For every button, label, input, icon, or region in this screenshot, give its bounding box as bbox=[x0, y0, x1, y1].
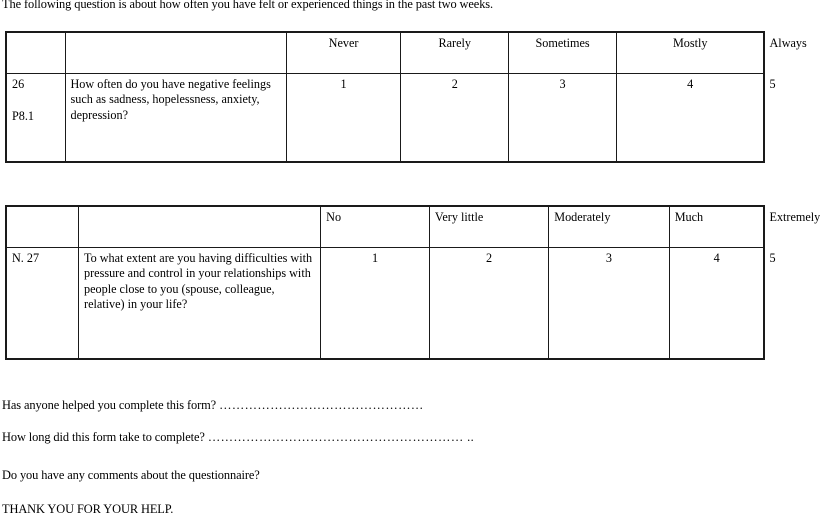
header-id-cell bbox=[6, 32, 65, 74]
header-scale-never: Never bbox=[286, 32, 401, 74]
question-comments: Do you have any comments about the questionnaire? bbox=[2, 468, 260, 482]
question-duration-label: How long did this form take to complete? bbox=[2, 430, 208, 444]
answer-option-3[interactable]: 3 bbox=[549, 248, 669, 360]
question-code: P8.1 bbox=[12, 109, 35, 124]
answer-blank-helped[interactable]: ………………………………………… bbox=[219, 398, 424, 412]
thank-you-message: THANK YOU FOR YOUR HELP. bbox=[2, 502, 174, 516]
question-id-cell bbox=[6, 248, 79, 360]
header-question-cell bbox=[79, 206, 321, 248]
answer-option-2[interactable]: 2 bbox=[429, 248, 548, 360]
header-scale-much: Much bbox=[669, 206, 764, 248]
table-header-row: Never Rarely Sometimes Mostly Always bbox=[6, 32, 764, 74]
question-id-cell bbox=[6, 74, 65, 163]
header-question-cell bbox=[65, 32, 286, 74]
question-text: To what extent are you having difficulties with pressure and control in your relationships with people close to you (spouse, colleague, relative) in your life? bbox=[79, 248, 321, 360]
header-id-cell bbox=[6, 206, 79, 248]
question-helped-label: Has anyone helped you complete this form? bbox=[2, 398, 220, 412]
header-scale-mostly: Mostly bbox=[616, 32, 764, 74]
table-row: 26 P8.1 How often do you have negative feelings such as sadness, hopelessness, anxiety, depression? 1 2 3 4 5 bbox=[6, 74, 764, 163]
question-table-frequency bbox=[5, 31, 807, 163]
header-scale-sometimes: Sometimes bbox=[509, 32, 617, 74]
answer-option-4[interactable]: 4 bbox=[669, 248, 764, 360]
question-text: How often do you have negative feelings such as sadness, hopelessness, anxiety, depression? bbox=[65, 74, 286, 163]
question-form-duration bbox=[2, 430, 474, 445]
answer-blank-duration[interactable]: …………………………………………………… .. bbox=[207, 430, 475, 444]
header-scale-no: No bbox=[321, 206, 430, 248]
answer-option-4[interactable]: 4 bbox=[616, 74, 764, 163]
header-scale-moderately: Moderately bbox=[549, 206, 669, 248]
question-helped-complete bbox=[2, 398, 424, 413]
table-header-row: No Very little Moderately Much Extremely bbox=[6, 206, 764, 248]
answer-option-3[interactable]: 3 bbox=[509, 74, 617, 163]
header-scale-rarely: Rarely bbox=[401, 32, 509, 74]
header-scale-very-little: Very little bbox=[429, 206, 548, 248]
question-number: N. 27 bbox=[12, 251, 40, 265]
answer-option-1[interactable]: 1 bbox=[321, 248, 430, 360]
answer-option-1[interactable]: 1 bbox=[286, 74, 401, 163]
answer-option-2[interactable]: 2 bbox=[401, 74, 509, 163]
question-table-extent bbox=[5, 205, 820, 360]
intro-text: The following question is about how often you have felt or experienced things in the past two weeks. bbox=[2, 0, 494, 11]
table-row: N. 27 To what extent are you having difficulties with pressure and control in your relationships with people close to you (spouse, colleague, relative) in your life? 1 2 3 4 5 bbox=[6, 248, 764, 360]
question-number: 26 bbox=[12, 77, 25, 91]
